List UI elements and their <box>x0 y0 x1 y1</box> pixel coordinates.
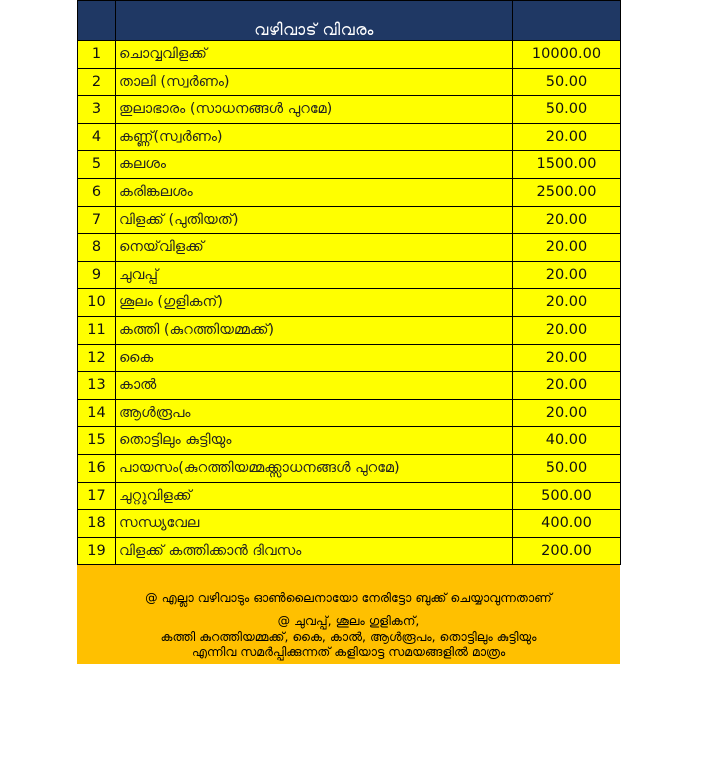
table-row <box>78 96 621 124</box>
offering-amount: 50.00 <box>513 68 621 96</box>
row-number: 4 <box>78 123 116 151</box>
offering-name: കത്തി (കുറത്തിയമ്മക്ക്) <box>116 316 513 344</box>
offerings-rows <box>78 41 621 565</box>
offering-amount: 20.00 <box>513 234 621 262</box>
row-number: 16 <box>78 454 116 482</box>
table-row <box>78 123 621 151</box>
header-amount-cell <box>513 1 621 41</box>
offering-name: കലശം <box>116 151 513 179</box>
offering-amount: 20.00 <box>513 372 621 400</box>
row-number: 1 <box>78 41 116 69</box>
note-festival-items-intro: @ ചുവപ്പ്, ശൂലം ഗുളികന്, <box>277 612 420 628</box>
row-number: 8 <box>78 234 116 262</box>
row-number: 15 <box>78 427 116 455</box>
table-row <box>78 261 621 289</box>
table-row <box>78 427 621 455</box>
offering-name: വിളക്ക് കത്തിക്കാൻ ദിവസം <box>116 537 513 565</box>
row-number: 3 <box>78 96 116 124</box>
offering-amount: 1500.00 <box>513 151 621 179</box>
notes-box <box>77 565 620 664</box>
offering-amount: 20.00 <box>513 289 621 317</box>
header-number-cell <box>78 1 116 41</box>
table-row <box>78 151 621 179</box>
table-row <box>78 41 621 69</box>
offering-name: കരിങ്കലശം <box>116 178 513 206</box>
offering-name: താലി (സ്വർണം) <box>116 68 513 96</box>
offering-amount: 20.00 <box>513 344 621 372</box>
row-number: 13 <box>78 372 116 400</box>
offering-amount: 40.00 <box>513 427 621 455</box>
offering-name: സന്ധ്യവേല <box>116 510 513 538</box>
header-row <box>78 1 621 41</box>
offering-name: ചുറ്റുവിളക്ക് <box>116 482 513 510</box>
row-number: 10 <box>78 289 116 317</box>
row-number: 17 <box>78 482 116 510</box>
row-number: 9 <box>78 261 116 289</box>
table-row <box>78 234 621 262</box>
table-row <box>78 454 621 482</box>
offering-amount: 20.00 <box>513 399 621 427</box>
note-online-booking: @ എല്ലാ വഴിവാടും ഓൺലൈനായോ നേരിട്ടോ ബുക്ക് ചെയ്യാവുന്നതാണ് <box>145 590 552 606</box>
note-festival-items-list: കത്തി കുറത്തിയമ്മക്ക്, കൈ, കാൽ, ആൾരൂപം, തൊട്ടിലും കുട്ടിയും <box>160 628 537 644</box>
row-number: 11 <box>78 316 116 344</box>
row-number: 5 <box>78 151 116 179</box>
offering-amount: 2500.00 <box>513 178 621 206</box>
offering-name: ആൾരൂപം <box>116 399 513 427</box>
row-number: 12 <box>78 344 116 372</box>
table-row <box>78 68 621 96</box>
offering-name: ശൂലം (ഗുളികന്) <box>116 289 513 317</box>
table-row <box>78 289 621 317</box>
table-row <box>78 344 621 372</box>
row-number: 14 <box>78 399 116 427</box>
offering-amount: 10000.00 <box>513 41 621 69</box>
row-number: 7 <box>78 206 116 234</box>
header-title-cell <box>116 1 513 41</box>
offering-amount: 200.00 <box>513 537 621 565</box>
table-row <box>78 206 621 234</box>
offering-name: കാൽ <box>116 372 513 400</box>
row-number: 2 <box>78 68 116 96</box>
row-number: 19 <box>78 537 116 565</box>
offerings-sheet <box>77 0 620 664</box>
offering-amount: 20.00 <box>513 206 621 234</box>
offering-amount: 20.00 <box>513 261 621 289</box>
row-number: 18 <box>78 510 116 538</box>
offering-name: തൊട്ടിലും കുട്ടിയും <box>116 427 513 455</box>
note-festival-only: എന്നിവ സമർപ്പിക്കുന്നത് കളിയാട്ട സമയങ്ങളിൽ മാത്രം <box>191 644 506 660</box>
offering-amount: 500.00 <box>513 482 621 510</box>
offering-name: നെയ്‌വിളക്ക് <box>116 234 513 262</box>
offering-name: ചുവപ്പ് <box>116 261 513 289</box>
offering-name: കണ്ണ്(സ്വർണം) <box>116 123 513 151</box>
table-row <box>78 510 621 538</box>
table-row <box>78 316 621 344</box>
table-row <box>78 178 621 206</box>
row-number: 6 <box>78 178 116 206</box>
offering-name: തുലാഭാരം (സാധനങ്ങൾ പുറമേ) <box>116 96 513 124</box>
offering-amount: 20.00 <box>513 123 621 151</box>
offering-amount: 400.00 <box>513 510 621 538</box>
table-row <box>78 372 621 400</box>
table-title: വഴിവാട് വിവരം <box>254 20 374 39</box>
offering-name: വിളക്ക് (പുതിയത്) <box>116 206 513 234</box>
offering-name: പായസം(കുറത്തിയമ്മക്ക്സാധനങ്ങൾ പുറമേ) <box>116 454 513 482</box>
offering-name: ചൊവ്വവിളക്ക് <box>116 41 513 69</box>
table-row <box>78 482 621 510</box>
offering-amount: 20.00 <box>513 316 621 344</box>
offering-amount: 50.00 <box>513 454 621 482</box>
offerings-table <box>77 0 621 565</box>
table-row <box>78 537 621 565</box>
offering-name: കൈ <box>116 344 513 372</box>
offering-amount: 50.00 <box>513 96 621 124</box>
table-row <box>78 399 621 427</box>
